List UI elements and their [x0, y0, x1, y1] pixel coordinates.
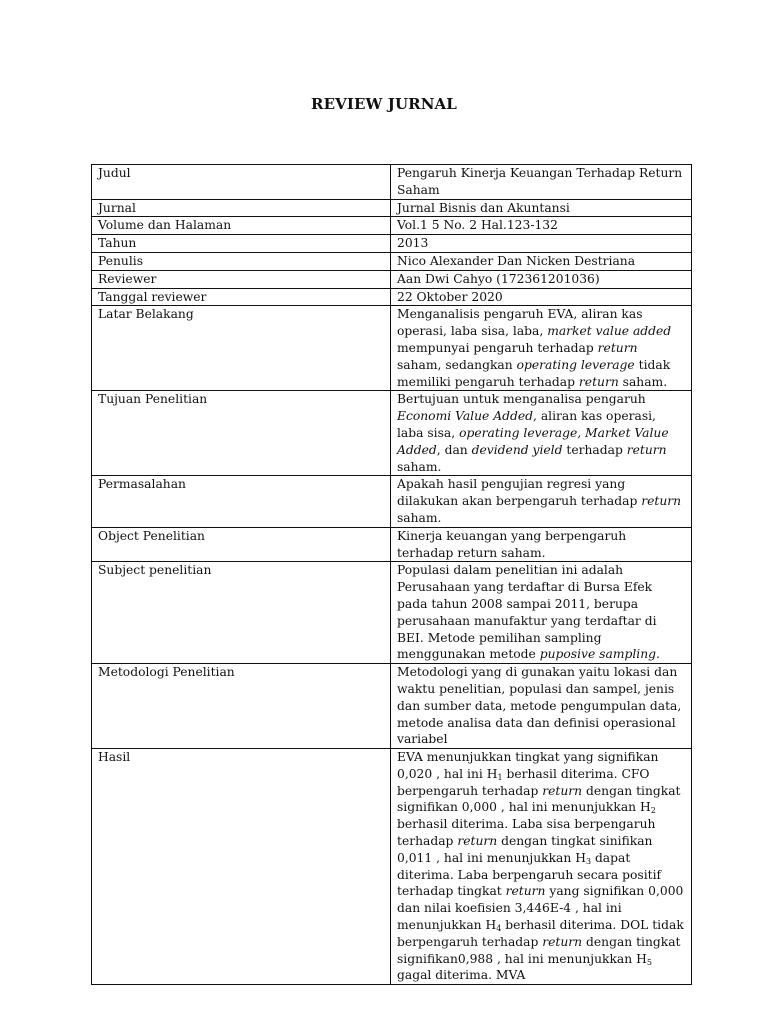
row-value: Aan Dwi Cahyo (172361201036): [391, 270, 692, 288]
row-value: Metodologi yang di gunakan yaitu lokasi dan waktu penelitian, populasi dan sampel, jenis dan sumber data, metode pengumpulan data, metode analisa data dan definisi operasional variabel: [391, 664, 692, 749]
row-value: 22 Oktober 2020: [391, 288, 692, 306]
italic-text: devidend yield: [471, 442, 563, 457]
row-value: Vol.1 5 No. 2 Hal.123-132: [391, 217, 692, 235]
text-run: Apakah hasil pengujian regresi yang dilakukan akan berpengaruh terhadap: [397, 477, 642, 509]
italic-text: Economi Value Added: [397, 409, 533, 424]
italic-text: market value added: [547, 324, 672, 339]
subscript-text: 2: [650, 806, 656, 816]
review-table: [91, 164, 692, 985]
italic-text: return: [457, 834, 498, 849]
row-label: Judul: [92, 165, 391, 200]
text-run: berhasil diterima. Laba sisa berpengaruh terhadap: [397, 817, 656, 849]
text-run: saham.: [618, 374, 668, 389]
table-row: [92, 391, 692, 476]
italic-text: return: [505, 884, 546, 899]
row-value: 2013: [391, 235, 692, 253]
row-label: Metodologi Penelitian: [92, 664, 391, 749]
row-value: Jurnal Bisnis dan Akuntansi: [391, 199, 692, 217]
text-run: gagal diterima. MVA: [397, 968, 526, 983]
italic-text: return: [542, 934, 583, 949]
text-run: saham, sedangkan: [397, 357, 517, 372]
row-label: Tahun: [92, 235, 391, 253]
table-row: [92, 217, 692, 235]
table-row: [92, 252, 692, 270]
text-run: , aliran kas operasi, laba sisa,: [397, 409, 656, 440]
italic-text: return: [626, 442, 667, 457]
row-label: Penulis: [92, 252, 391, 270]
table-row: [92, 199, 692, 217]
italic-text: return: [597, 340, 638, 355]
text-run: terhadap: [562, 442, 627, 457]
row-value: [391, 306, 692, 391]
row-label: Volume dan Halaman: [92, 217, 391, 235]
row-value: [391, 476, 692, 527]
row-value: [391, 749, 692, 985]
table-row: [92, 749, 692, 985]
text-run: yang signifikan 0,000 dan nilai koefisien 3,446E-4 , hal ini menunjukkan H: [397, 884, 684, 933]
document-title: REVIEW JURNAL: [311, 95, 457, 113]
text-run: mempunyai pengaruh terhadap: [397, 340, 598, 355]
row-value: Kinerja keuangan yang berpengaruh terhadap return saham.: [391, 527, 692, 562]
row-label: Subject penelitian: [92, 562, 391, 664]
text-run: berhasil diterima. CFO berpengaruh terhadap: [397, 766, 650, 798]
italic-text: return: [641, 494, 682, 509]
table-row: [92, 664, 692, 749]
row-value: Nico Alexander Dan Nicken Destriana: [391, 252, 692, 270]
row-label: Jurnal: [92, 199, 391, 217]
table-row: [92, 165, 692, 200]
subscript-text: 1: [497, 772, 503, 782]
text-run: EVA menunjukkan tingkat yang signifikan 0,020 , hal ini H: [397, 750, 659, 781]
row-label: Permasalahan: [92, 476, 391, 527]
italic-text: return: [542, 783, 583, 798]
italic-text: puposive sampling.: [539, 647, 660, 662]
italic-text: operating leverage: [516, 357, 635, 372]
row-label: Latar Belakang: [92, 306, 391, 391]
italic-text: return: [578, 374, 619, 389]
text-run: saham.: [397, 510, 442, 525]
text-run: tidak memiliki pengaruh terhadap: [397, 357, 671, 389]
row-label: Object Penelitian: [92, 527, 391, 562]
text-run: dapat diterima. Laba berpengaruh secara positif terhadap tingkat: [397, 850, 662, 899]
text-run: dengan tingkat sinifikan 0,011 , hal ini menunjukkan H: [397, 834, 653, 865]
text-run: Menganalisis pengaruh EVA, aliran kas operasi, laba sisa, laba,: [397, 307, 643, 339]
text-run: saham.: [397, 459, 442, 474]
table-row: [92, 270, 692, 288]
row-label: Tanggal reviewer: [92, 288, 391, 306]
text-run: , dan: [436, 442, 472, 457]
row-label: Tujuan Penelitian: [92, 391, 391, 476]
table-row: [92, 476, 692, 527]
subscript-text: 4: [496, 924, 502, 934]
row-label: Reviewer: [92, 270, 391, 288]
text-run: dengan tingkat signifikan0,988 , hal ini menunjukkan H: [397, 934, 681, 966]
text-run: berhasil diterima. DOL tidak berpengaruh terhadap: [397, 918, 684, 949]
table-row: [92, 562, 692, 664]
table-row: [92, 306, 692, 391]
italic-text: operating leverage, Market Value Added: [397, 425, 669, 457]
table-row: [92, 527, 692, 562]
row-value: Pengaruh Kinerja Keuangan Terhadap Return Saham: [391, 165, 692, 200]
row-value: [391, 391, 692, 476]
table-row: [92, 288, 692, 306]
table-row: [92, 235, 692, 253]
subscript-text: 5: [646, 957, 652, 967]
text-run: Populasi dalam penelitian ini adalah Perusahaan yang terdaftar di Bursa Efek pada tahun 2008 sampai 2011, berupa perusahaan manufaktur yang terdaftar di BEI. Metode pemilihan sampling menggunakan metode: [397, 563, 657, 662]
row-label: Hasil: [92, 749, 391, 985]
text-run: dengan tingkat signifikan 0,000 , hal ini menunjukkan H: [397, 783, 681, 815]
text-run: Bertujuan untuk menganalisa pengaruh: [397, 392, 646, 407]
row-value: [391, 562, 692, 664]
subscript-text: 3: [585, 856, 592, 866]
